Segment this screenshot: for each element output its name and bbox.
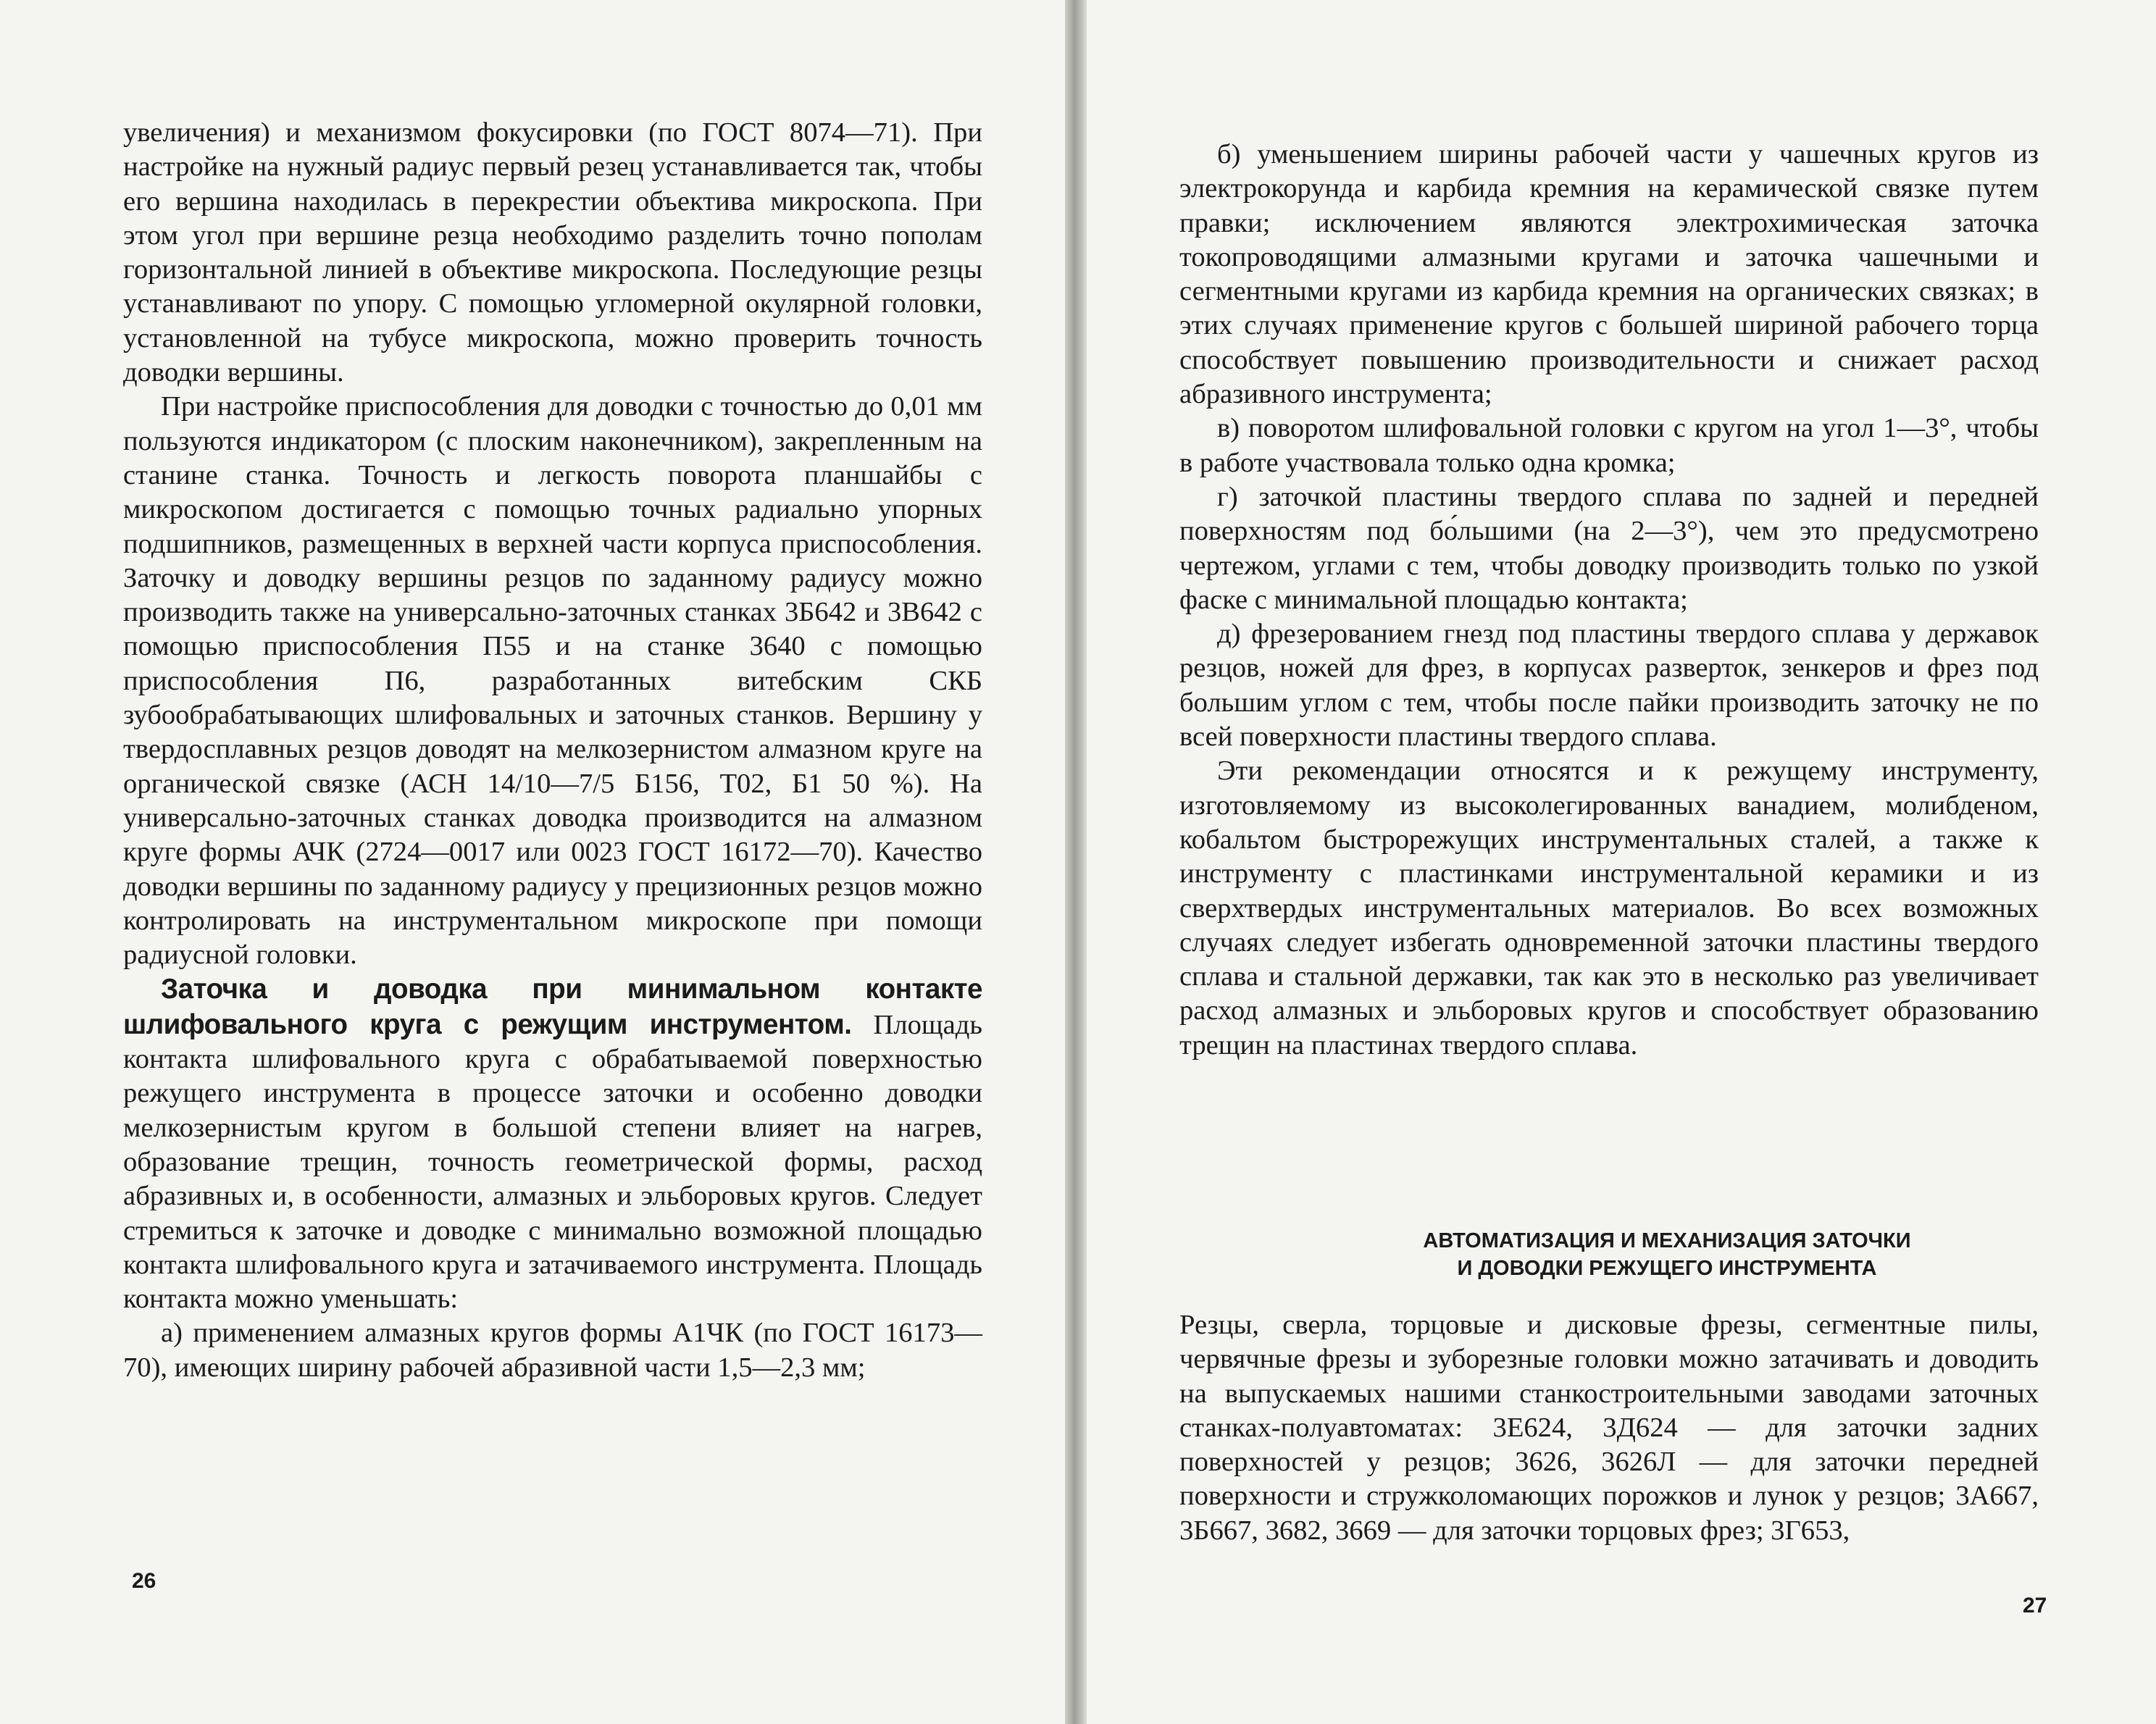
left-paragraph-2: При настройке приспособления для доводки с точностью до 0,01 мм пользуются индикатором (с плоским наконечником), закрепленным на станине станка. Точность и легкость поворота планшайбы с микроскопом достигается с помощью точных радиально упорных подшипников, размещенных в верхней части корпуса приспособления. Заточку и доводку вершины резцов по заданному радиусу можно производить также на универсально-заточных станках 3Б642 и 3В642 с помощью приспособления П55 и на станке 3640 с помощью приспособления П6, разработанных витебским СКБ зубообрабатывающих шлифовальных и заточных станков. Вершину у твердосплавных резцов доводят на мелкозернистом алмазном круге на органической связке (АСН 14/10—7/5 Б156, Т02, Б1 50 %). На универсально-заточных станках доводка производится на алмазном круге формы АЧК (2724—0017 или 0023 ГОСТ 16172—70). Качество доводки вершины по заданному радиусу у прецизионных резцов можно контролировать на инструментальном микроскопе при помощи радиусной головки. xyxy=(123,391,982,971)
list-item-v: в) поворотом шлифовальной головки с кругом на угол 1—3°, чтобы в работе участвовала только одна кромка; xyxy=(1179,413,2039,478)
section-paragraph: Резцы, сверла, торцовые и дисковые фрезы, сегментные пилы, червячные фрезы и зуборезные головки можно затачивать и доводить на выпускаемых нашими станкостроительными заводами заточных станках-полуавтоматах: 3Е624, 3Д624 — для заточки задних поверхностей у резцов; 3626, 3626Л — для заточки передней поверхности и стружколомающих порожков и лунок у резцов; 3А667, 3Б667, 3682, 3669 — для заточки торцовых фрез; 3Г653, xyxy=(1179,1310,2039,1546)
list-item-b: б) уменьшением ширины рабочей части у чашечных кругов из электрокорунда и карбида кремния на керамической связке путем правки; исключением являются электрохимическая заточка токопроводящими алмазными кругами и заточка чашечными и сегментными кругами из карбида кремния на органических связках; в этих случаях применение кругов с большей шириной рабочего торца способствует повышению производительности и снижает расход абразивного инструмента; xyxy=(1179,139,2039,410)
page-number-left: 26 xyxy=(132,1569,156,1593)
right-paragraph-recommendations: Эти рекомендации относятся и к режущему инструменту, изготовляемому из высоколегированных ванадием, молибденом, кобальтом быстрорежущих инструментальных сталей, а также к инструменту с пластинками инструментальной керамики и из сверхтвердых инструментальных материалов. Во всех возможных случаях следует избегать одновременной заточки пластины твердого сплава и стальной державки, так как это в несколько раз увеличивает расход алмазных и эльборовых кругов и способствует образованию трещин на пластинах твердого сплава. xyxy=(1179,756,2039,1060)
left-page xyxy=(0,0,1065,1724)
page-number-right: 27 xyxy=(2023,1594,2047,1618)
list-item-a: а) применением алмазных кругов формы А1ЧК (по ГОСТ 16173—70), имеющих ширину рабочей абразивной части 1,5—2,3 мм; xyxy=(123,1318,982,1383)
section-heading-line-1: АВТОМАТИЗАЦИЯ И МЕХАНИЗАЦИЯ ЗАТОЧКИ xyxy=(1423,1229,1911,1252)
right-text-block xyxy=(1179,138,2039,1063)
list-item-d: д) фрезерованием гнезд под пластины твердого сплава у державок резцов, ножей для фрез, в корпусах разверток, зенкеров и фрез под большим углом с тем, чтобы после пайки производить заточку не по всей поверхности пластины твердого сплава. xyxy=(1179,619,2039,753)
bold-paragraph-text: Площадь контакта шлифовального круга с обрабатываемой поверхностью режущего инструмента в процессе заточки и особенно доводки мелкозернистым кругом в большой степени влияет на нагрев, образование трещин, точность геометрической формы, расход абразивных и, в особенности, алмазных и эльборовых кругов. Следует стремиться к заточке и доводке с минимально возможной площадью контакта шлифовального круга и затачиваемого инструмента. Площадь контакта можно уменьшать: xyxy=(123,1009,982,1315)
right-page xyxy=(1087,0,2156,1724)
left-text-block xyxy=(123,116,982,1385)
left-paragraph-3 xyxy=(123,972,982,1316)
list-item-g: г) заточкой пластины твердого сплава по задней и передней поверхностям под бо́льшими (на 2—3°), чем это предусмотрено чертежом, углами с тем, чтобы доводку производить только по узкой фаске с минимальной площадью контакта; xyxy=(1179,481,2039,615)
section-heading xyxy=(1295,1227,2039,1282)
section-heading-line-2: И ДОВОДКИ РЕЖУЩЕГО ИНСТРУМЕНТА xyxy=(1457,1257,1877,1280)
left-paragraph-1: увеличения) и механизмом фокусировки (по ГОСТ 8074—71). При настройке на нужный радиус первый резец устанавливается так, чтобы его вершина находилась в перекрестии объектива микроскопа. При этом угол при вершине резца необходимо разделить точно пополам горизонтальной линией в объективе микроскопа. Последующие резцы устанавливают по упору. С помощью угломерной окулярной головки, установленной на тубусе микроскопа, можно проверить точность доводки вершины. xyxy=(123,117,982,388)
book-gutter xyxy=(1065,0,1087,1724)
bold-lead-heading: Заточка и доводка при минимальном контакте шлифовального круга с режущим инструментом. xyxy=(123,974,982,1040)
